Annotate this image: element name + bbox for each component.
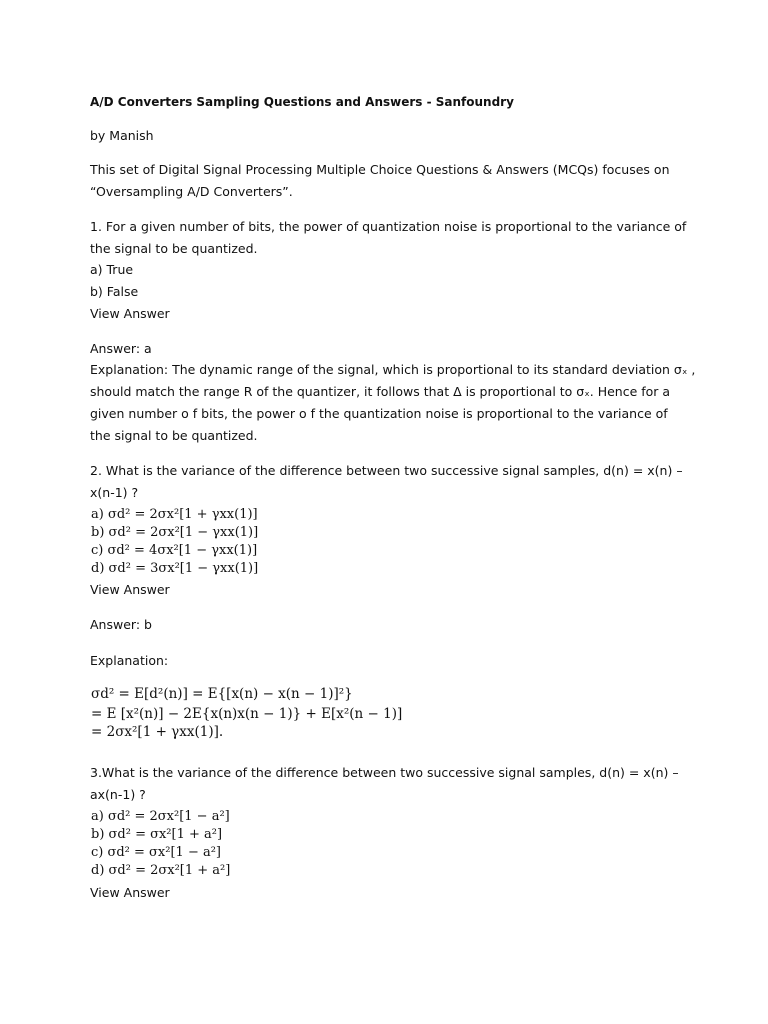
intro-line-1: This set of Digital Signal Processing Multiple Choice Questions & Answers (MCQs) focuses on [90,162,670,177]
q1-explanation-line-3: given number o f bits, the power o f the quantization noise is proportional to the variance of [90,406,668,421]
q2-question-line-2: x(n-1) ? [90,485,139,500]
byline: by Manish [90,128,154,143]
q1-answer: Answer: a [90,341,152,356]
q2-option-d: d) σd² = 3σx²[1 − γxx(1)] [91,561,259,576]
q2-option-b: b) σd² = 2σx²[1 − γxx(1)] [91,525,259,540]
q2-question-line-1: 2. What is the variance of the difference between two successive signal samples, d(n) = x(n) – [90,463,683,478]
q3-option-a: a) σd² = 2σx²[1 − a²] [91,809,230,824]
q3-view-answer: View Answer [90,885,170,900]
q3-question-line-2: ax(n-1) ? [90,787,146,802]
q2-explanation-math-2: = E [x²(n)] − 2E{x(n)x(n − 1)} + E[x²(n − 1)] [91,706,403,722]
q1-view-answer: View Answer [90,306,170,321]
q2-explanation-math-1: σd² = E[d²(n)] = E{[x(n) − x(n − 1)]²} [91,686,353,702]
q2-explanation-label: Explanation: [90,653,169,668]
q3-question-line-1: 3.What is the variance of the difference between two successive signal samples, d(n) = x(n) – [90,765,679,780]
q1-explanation-line-2: should match the range R of the quantizer, it follows that Δ is proportional to σₓ. Hence for a [90,384,671,399]
intro-line-2: “Oversampling A/D Converters”. [90,184,293,199]
q3-option-c: c) σd² = σx²[1 − a²] [91,845,221,860]
q2-answer: Answer: b [90,617,152,632]
q3-option-b: b) σd² = σx²[1 + a²] [91,827,223,842]
q2-option-c: c) σd² = 4σx²[1 − γxx(1)] [91,543,258,558]
q1-explanation-line-4: the signal to be quantized. [90,428,258,443]
q3-option-d: d) σd² = 2σx²[1 + a²] [91,863,231,878]
q1-option-a: a) True [90,262,134,277]
q1-question-line-1: 1. For a given number of bits, the power of quantization noise is proportional to the variance of [90,219,687,234]
document-title: A/D Converters Sampling Questions and Answers - Sanfoundry [90,95,514,109]
q2-view-answer: View Answer [90,582,170,597]
q1-explanation-line-1: Explanation: The dynamic range of the signal, which is proportional to its standard deviation σₓ , [90,362,696,377]
q1-option-b: b) False [90,284,139,299]
q2-explanation-math-3: = 2σx²[1 + γxx(1)]. [91,724,224,740]
q2-option-a: a) σd² = 2σx²[1 + γxx(1)] [91,507,258,522]
q1-question-line-2: the signal to be quantized. [90,241,258,256]
